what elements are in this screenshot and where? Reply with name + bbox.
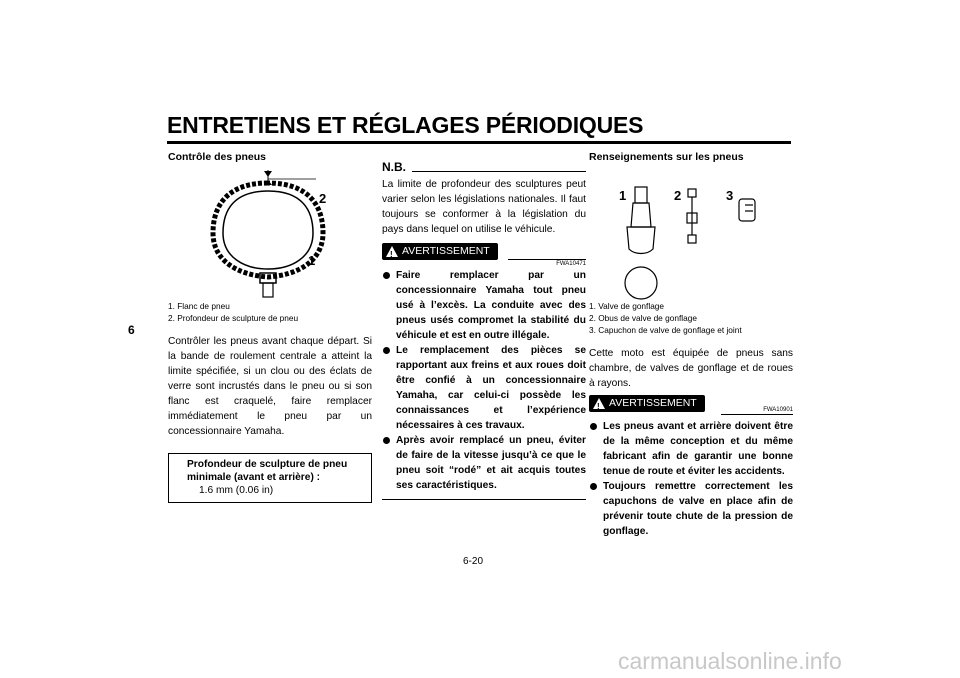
chapter-tab: 6 [128, 323, 135, 337]
figure-legend-2: 2. Profondeur de sculpture de pneu [168, 313, 299, 323]
nb-rule [412, 171, 586, 172]
warning-badge [382, 243, 498, 260]
page-number: 6-20 [463, 556, 484, 567]
warning-header [382, 243, 586, 260]
warning-code: FWA10471 [556, 261, 586, 267]
figure-legend-3: 3. Capuchon de valve de gonflage et joint [589, 325, 742, 335]
warning-icon [386, 246, 398, 257]
tire-info-body: Cette moto est équipée de pneus sans chambre, de valves de gonflage et de roues à rayons. [589, 348, 793, 389]
spec-title: Profondeur de sculpture de pneu minimale (avant et arrière) : [187, 459, 348, 483]
spec-value: 1.6 mm (0.06 in) [199, 485, 274, 496]
tire-check-body: Contrôler les pneus avant chaque départ. Si la bande de roulement centrale a atteint la limite spécifiée, si un clou ou des éclats de verre sont incrustés dans le pneu ou si son flanc est craquelé, faire remplacer immédiatement le pneu par un concessionnaire Yamaha. [168, 336, 372, 437]
figure-legend-1: 1. Valve de gonflage [589, 301, 665, 311]
valve-figure [589, 165, 793, 300]
warning-icon [593, 398, 605, 409]
figure-legend-1: 1. Flanc de pneu [168, 301, 230, 311]
spec-box [168, 453, 372, 503]
nb-text: La limite de profondeur des sculptures peut varier selon les législations nationales. Il faut toujours se conformer à la législation du pays dans lequel on utilise le véhicule. [382, 179, 586, 235]
warning-rule [508, 259, 586, 260]
warning-list [589, 419, 793, 539]
list-item: Les pneus avant et arrière doivent être de la même conception et du même fabricant afin de garantir une bonne tenue de route et éviter les accidents. [589, 419, 793, 479]
bullet-icon [590, 423, 597, 430]
nb-label: N.B. [382, 160, 406, 174]
list-item: Le remplacement des pièces se rapportant aux freins et aux roues doit être confié à un concessionnaire Yamaha, car celui-ci possède les connaissances et l’expérience nécessaires à ces travaux. [382, 343, 586, 433]
warning-list [382, 268, 586, 493]
warning-rule [721, 414, 793, 415]
bullet-icon [590, 483, 597, 490]
callout-2: 2 [319, 191, 327, 206]
warning-end-rule [382, 499, 586, 500]
page-title: ENTRETIENS ET RÉGLAGES PÉRIODIQUES [167, 112, 644, 138]
warning-label: AVERTISSEMENT [402, 245, 490, 257]
column-tire-check [168, 150, 372, 503]
bullet-icon [383, 347, 390, 354]
title-rule [167, 141, 791, 144]
callout-1: 1 [308, 253, 316, 268]
warning-header [589, 395, 793, 412]
bullet-icon [383, 437, 390, 444]
nb-header [382, 160, 586, 175]
figure-legend-2: 2. Obus de valve de gonflage [589, 313, 697, 323]
column-notes [382, 160, 586, 500]
callout-1: 1 [619, 188, 627, 203]
bullet-icon [383, 272, 390, 279]
section-heading: Renseignements sur les pneus [589, 151, 744, 163]
list-item: Toujours remettre correctement les capuchons de valve en place afin de prévenir toute chute de la pression de gonflage. [589, 479, 793, 539]
list-item: Faire remplacer par un concessionnaire Yamaha tout pneu usé à l’excès. La conduite avec des pneus usés compromet la stabilité du véhicule et est en outre illégale. [382, 268, 586, 343]
warning-badge [589, 395, 705, 412]
list-item: Après avoir remplacé un pneu, éviter de faire de la vitesse jusqu’à ce que le pneu soit “rodé” et ait acquis toutes ses caractéristiques. [382, 433, 586, 493]
column-tire-info [589, 150, 793, 539]
warning-label: AVERTISSEMENT [609, 397, 697, 409]
callout-2: 2 [674, 188, 682, 203]
warning-code: FWA10901 [763, 407, 793, 413]
callout-3: 3 [726, 188, 734, 203]
tire-tread-figure [168, 165, 372, 300]
section-heading: Contrôle des pneus [168, 151, 267, 163]
watermark: carmanualsonline.info [618, 648, 842, 674]
